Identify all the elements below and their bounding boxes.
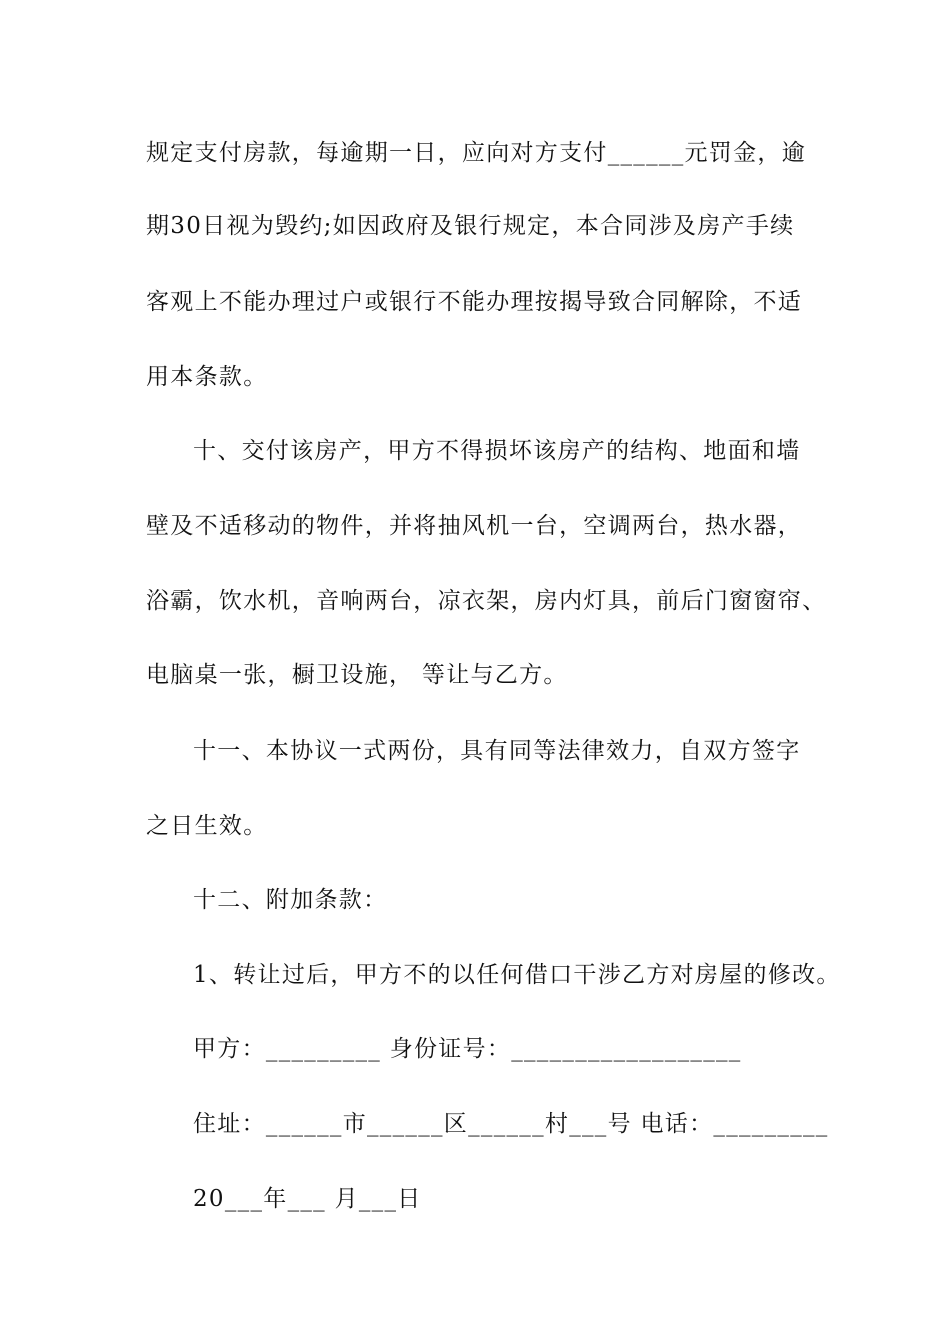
clause-11-heading: 十一、本协议一式两份，具有同等法律效力，自双方签字	[193, 738, 801, 764]
additional-term-1: 1、转让过后，甲方不的以任何借口干涉乙方对房屋的修改。	[193, 962, 841, 988]
party-a-signature-line: 甲方：_________ 身份证号：__________________	[193, 1036, 742, 1062]
text-line: 浴霸，饮水机，音响两台，凉衣架，房内灯具，前后门窗窗帘、	[146, 588, 827, 614]
clause-10-heading: 十、交付该房产，甲方不得损坏该房产的结构、地面和墙	[193, 438, 801, 464]
text-line: 客观上不能办理过户或银行不能办理按揭导致合同解除，不适	[146, 289, 803, 315]
clause-12-heading: 十二、附加条款：	[193, 887, 388, 913]
date-line: 20___年___ 月___日	[193, 1186, 422, 1212]
text-line: 规定支付房款，每逾期一日，应向对方支付______元罚金，逾	[146, 140, 806, 166]
address-phone-line: 住址：______市______区______村___号 电话：_________	[193, 1111, 829, 1137]
text-line: 用本条款。	[146, 364, 268, 390]
text-line: 期30日视为毁约;如因政府及银行规定，本合同涉及房产手续	[146, 213, 795, 239]
text-line: 电脑桌一张，橱卫设施， 等让与乙方。	[146, 662, 568, 688]
text-line: 之日生效。	[146, 813, 268, 839]
text-line: 壁及不适移动的物件，并将抽风机一台，空调两台，热水器，	[146, 513, 803, 539]
